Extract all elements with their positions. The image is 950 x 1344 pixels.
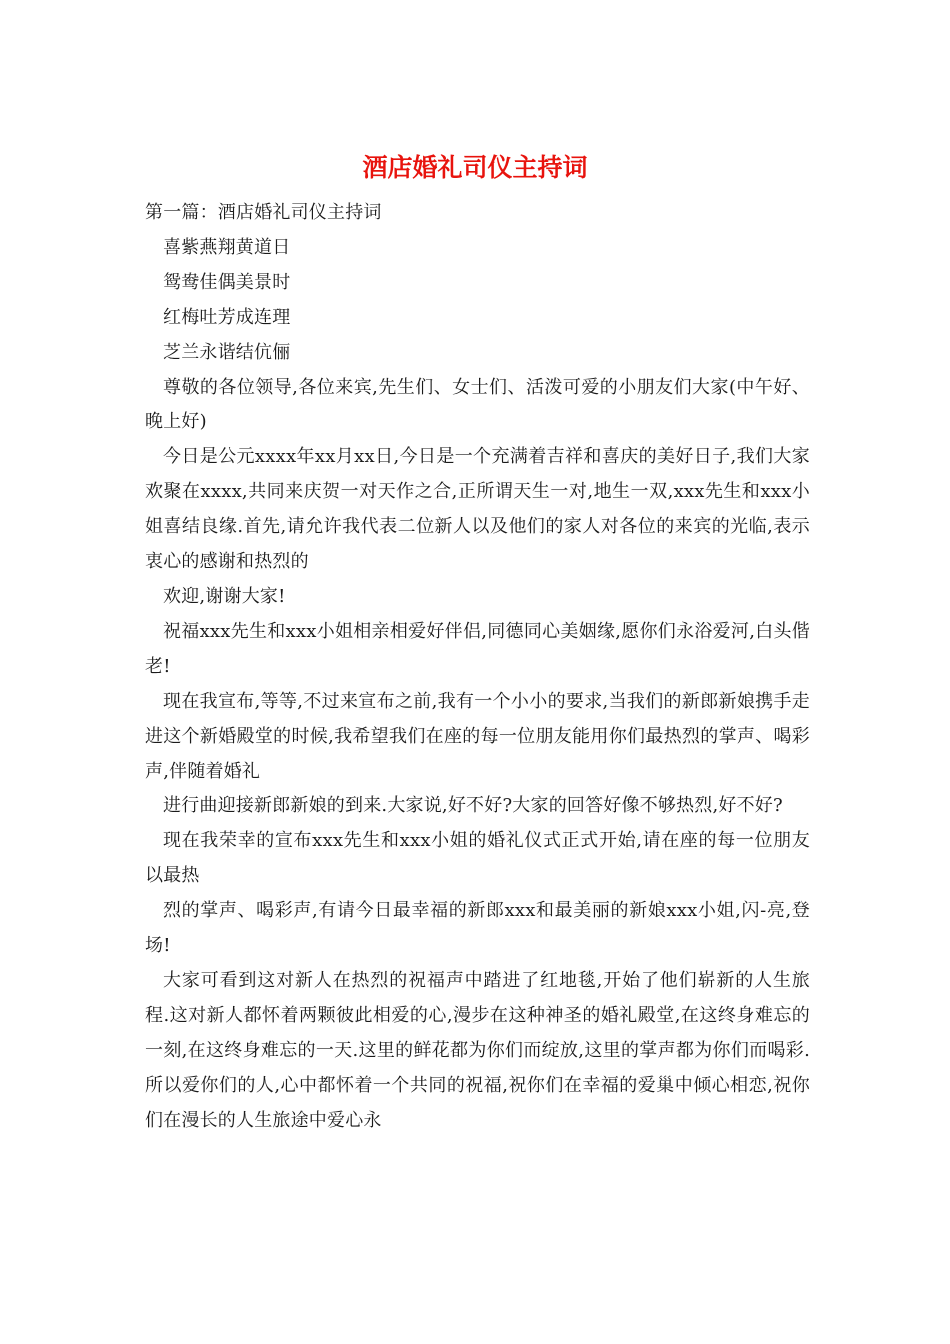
paragraph: 今日是公元xxxx年xx月xx日,今日是一个充满着吉祥和喜庆的美好日子,我们大家欢聚在xxxx,共同来庆贺一对天作之合,正所谓天生一对,地生一双,xxx先生和xxx小姐喜结良缘.首先,请允许我代表二位新人以及他们的家人对各位的来宾的光临,表示衷心的感谢和热烈的 — [145, 446, 810, 573]
poem-line: 芝兰永谐结伉俪 — [163, 341, 291, 363]
paragraph: 现在我荣幸的宣布xxx先生和xxx小姐的婚礼仪式正式开始,请在座的每一位朋友以最热 — [145, 830, 810, 887]
paragraph: 祝福xxx先生和xxx小姐相亲相爱好伴侣,同德同心美姻缘,愿你们永浴爱河,白头偕老! — [145, 620, 810, 677]
paragraph: 现在我宣布,等等,不过来宣布之前,我有一个小小的要求,当我们的新郎新娘携手走进这个新婚殿堂的时候,我希望我们在座的每一位朋友能用你们最热烈的掌声、喝彩声,伴随着婚礼 — [145, 690, 810, 782]
poem-line: 喜紫燕翔黄道日 — [163, 236, 291, 258]
paragraph: 烈的掌声、喝彩声,有请今日最幸福的新郎xxx和最美丽的新娘xxx小姐,闪-亮,登场! — [145, 900, 810, 957]
document-title: 酒店婚礼司仪主持词 — [362, 153, 588, 182]
paragraph: 进行曲迎接新郎新娘的到来.大家说,好不好?大家的回答好像不够热烈,好不好? — [163, 795, 783, 817]
poem-line: 红梅吐芳成连理 — [163, 306, 291, 328]
section-heading: 第一篇：酒店婚礼司仪主持词 — [145, 202, 382, 223]
poem-line: 鸳鸯佳偶美景时 — [163, 271, 291, 293]
document-body — [145, 196, 810, 1138]
paragraph: 尊敬的各位领导,各位来宾,先生们、女士们、活泼可爱的小朋友们大家(中午好、晚上好) — [145, 376, 810, 433]
paragraph: 大家可看到这对新人在热烈的祝福声中踏进了红地毯,开始了他们崭新的人生旅程.这对新人都怀着两颗彼此相爱的心,漫步在这种神圣的婚礼殿堂,在这终身难忘的一刻,在这终身难忘的一天.这里的鲜花都为你们而绽放,这里的掌声都为你们而喝彩.所以爱你们的人,心中都怀着一个共同的祝福,祝你们在幸福的爱巢中倾心相恋,祝你们在漫长的人生旅途中爱心永 — [145, 969, 810, 1131]
paragraph: 欢迎,谢谢大家! — [163, 585, 286, 607]
